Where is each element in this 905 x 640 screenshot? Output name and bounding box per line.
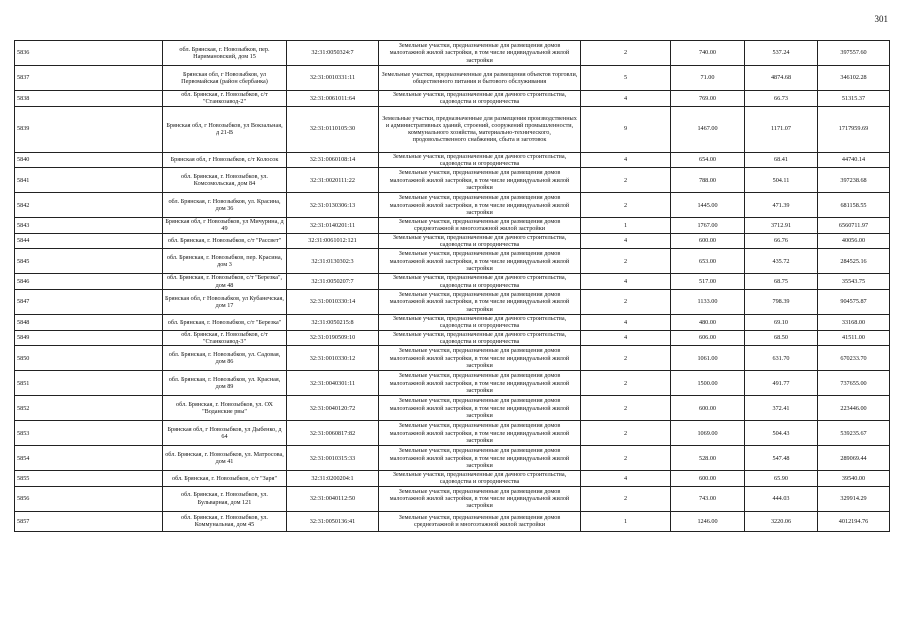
address-cell: обл. Брянская, г. Новозыбков, ул. Красина, дом 36: [163, 193, 287, 218]
specific-value-cell: 1171.07: [745, 106, 818, 152]
permitted-use-cell: Земельные участки, предназначенные для размещения домов среднеэтажной и многоэтажной жилой застройки: [379, 511, 581, 531]
cadastral-value-cell: 39540.00: [818, 471, 890, 487]
address-cell: Брянская обл, г Новозыбков, ул Вокзальная, д 21-В: [163, 106, 287, 152]
cadastral-value-cell: 40056.00: [818, 233, 890, 249]
area-cell: 1767.00: [671, 218, 745, 234]
use-group-cell: 1: [581, 511, 671, 531]
cadastral-value-cell: 44740.14: [818, 152, 890, 168]
row-number-cell: 5846: [15, 274, 163, 290]
cadastral-value-cell: 346102.28: [818, 66, 890, 91]
area-cell: 606.00: [671, 330, 745, 346]
cadastral-number-cell: 32:31:0061011:64: [287, 91, 379, 107]
cadastral-number-cell: 32:31:0200204:1: [287, 471, 379, 487]
row-number-cell: 5841: [15, 168, 163, 193]
row-number-cell: 5837: [15, 66, 163, 91]
use-group-cell: 2: [581, 396, 671, 421]
area-cell: 517.00: [671, 274, 745, 290]
row-number-cell: 5854: [15, 446, 163, 471]
area-cell: 1445.00: [671, 193, 745, 218]
table-row: [15, 233, 890, 249]
table-row: [15, 274, 890, 290]
area-cell: 71.00: [671, 66, 745, 91]
table-row: [15, 168, 890, 193]
permitted-use-cell: Земельные участки, предназначенные для размещения домов малоэтажной жилой застройки, в том числе индивидуальной жилой застройки: [379, 193, 581, 218]
permitted-use-cell: Земельные участки, предназначенные для размещения домов малоэтажной жилой застройки, в том числе индивидуальной жилой застройки: [379, 486, 581, 511]
row-number-cell: 5856: [15, 486, 163, 511]
use-group-cell: 2: [581, 249, 671, 274]
area-cell: 480.00: [671, 314, 745, 330]
cadastral-value-cell: 397557.60: [818, 41, 890, 66]
area-cell: 528.00: [671, 446, 745, 471]
specific-value-cell: 65.90: [745, 471, 818, 487]
use-group-cell: 4: [581, 471, 671, 487]
row-number-cell: 5855: [15, 471, 163, 487]
address-cell: обл. Брянская, г. Новозыбков, ул. Комсомольская, дом 84: [163, 168, 287, 193]
row-number-cell: 5852: [15, 396, 163, 421]
specific-value-cell: 68.50: [745, 330, 818, 346]
permitted-use-cell: Земельные участки, предназначенные для дачного строительства, садоводства и огородничества: [379, 91, 581, 107]
permitted-use-cell: Земельные участки, предназначенные для дачного строительства, садоводства и огородничества: [379, 330, 581, 346]
area-cell: 1246.00: [671, 511, 745, 531]
permitted-use-cell: Земельные участки, предназначенные для размещения домов малоэтажной жилой застройки, в том числе индивидуальной жилой застройки: [379, 421, 581, 446]
address-cell: обл. Брянская, г. Новозыбков, с/т "Станкозавод-3": [163, 330, 287, 346]
area-cell: 788.00: [671, 168, 745, 193]
cadastral-number-cell: 32:31:0061012:121: [287, 233, 379, 249]
address-cell: Брянская обл, г Новозыбков, ул Кубанечская, дом 17: [163, 289, 287, 314]
specific-value-cell: 66.76: [745, 233, 818, 249]
use-group-cell: 1: [581, 218, 671, 234]
specific-value-cell: 3712.91: [745, 218, 818, 234]
area-cell: 600.00: [671, 233, 745, 249]
row-number-cell: 5845: [15, 249, 163, 274]
cadastral-value-cell: 670233.70: [818, 346, 890, 371]
table-row: [15, 486, 890, 511]
cadastral-number-cell: 32:31:0040301:11: [287, 371, 379, 396]
table-row: [15, 106, 890, 152]
cadastral-value-cell: 51315.37: [818, 91, 890, 107]
use-group-cell: 5: [581, 66, 671, 91]
address-cell: Брянская обл, г Новозыбков, ул Дыбенко, д 64: [163, 421, 287, 446]
table-body: [15, 41, 890, 532]
row-number-cell: 5839: [15, 106, 163, 152]
area-cell: 600.00: [671, 396, 745, 421]
table-row: [15, 396, 890, 421]
specific-value-cell: 66.73: [745, 91, 818, 107]
area-cell: 654.00: [671, 152, 745, 168]
cadastral-value-table: [14, 40, 890, 532]
row-number-cell: 5848: [15, 314, 163, 330]
address-cell: обл. Брянская, г. Новозыбков, с/т "Рассвет": [163, 233, 287, 249]
specific-value-cell: 537.24: [745, 41, 818, 66]
address-cell: обл. Брянская, г. Новозыбков, ул. Бульварная, дом 121: [163, 486, 287, 511]
address-cell: Брянская обл, г Новозыбков, с/т Колосок: [163, 152, 287, 168]
table-row: [15, 91, 890, 107]
specific-value-cell: 491.77: [745, 371, 818, 396]
specific-value-cell: 372.41: [745, 396, 818, 421]
use-group-cell: 4: [581, 314, 671, 330]
cadastral-value-cell: 289069.44: [818, 446, 890, 471]
area-cell: 740.00: [671, 41, 745, 66]
table-row: [15, 371, 890, 396]
address-cell: обл. Брянская, г. Новозыбков, с/т "Заря": [163, 471, 287, 487]
permitted-use-cell: Земельные участки, предназначенные для размещения домов малоэтажной жилой застройки, в том числе индивидуальной жилой застройки: [379, 371, 581, 396]
cadastral-number-cell: 32:31:0140201:11: [287, 218, 379, 234]
row-number-cell: 5836: [15, 41, 163, 66]
permitted-use-cell: Земельные участки, предназначенные для размещения домов малоэтажной жилой застройки, в том числе индивидуальной жилой застройки: [379, 289, 581, 314]
cadastral-value-cell: 33168.00: [818, 314, 890, 330]
use-group-cell: 2: [581, 41, 671, 66]
cadastral-number-cell: 32:31:0110105:30: [287, 106, 379, 152]
specific-value-cell: 471.39: [745, 193, 818, 218]
specific-value-cell: 3220.06: [745, 511, 818, 531]
permitted-use-cell: Земельные участки, предназначенные для размещения домов малоэтажной жилой застройки, в том числе индивидуальной жилой застройки: [379, 396, 581, 421]
cadastral-number-cell: 32:31:0130302:3: [287, 249, 379, 274]
permitted-use-cell: Земельные участки, предназначенные для размещения домов малоэтажной жилой застройки, в том числе индивидуальной жилой застройки: [379, 41, 581, 66]
cadastral-value-cell: 737655.00: [818, 371, 890, 396]
table-row: [15, 471, 890, 487]
address-cell: обл. Брянская, г. Новозыбков, ул. Садовая, дом 86: [163, 346, 287, 371]
cadastral-number-cell: 32:31:0050136:41: [287, 511, 379, 531]
row-number-cell: 5849: [15, 330, 163, 346]
row-number-cell: 5842: [15, 193, 163, 218]
cadastral-value-cell: 397238.68: [818, 168, 890, 193]
cadastral-number-cell: 32:31:0010331:11: [287, 66, 379, 91]
use-group-cell: 2: [581, 371, 671, 396]
specific-value-cell: 547.48: [745, 446, 818, 471]
use-group-cell: 2: [581, 193, 671, 218]
address-cell: обл. Брянская, г. Новозыбков, с/т "Станкозавод-2": [163, 91, 287, 107]
area-cell: 1467.00: [671, 106, 745, 152]
area-cell: 653.00: [671, 249, 745, 274]
area-cell: 1061.00: [671, 346, 745, 371]
table-row: [15, 421, 890, 446]
cadastral-value-cell: 1717959.69: [818, 106, 890, 152]
cadastral-value-cell: 223446.00: [818, 396, 890, 421]
specific-value-cell: 68.41: [745, 152, 818, 168]
address-cell: обл. Брянская, г. Новозыбков, с/т "Березка": [163, 314, 287, 330]
cadastral-value-cell: 35543.75: [818, 274, 890, 290]
cadastral-value-cell: 41511.00: [818, 330, 890, 346]
address-cell: Брянская обл, г Новозыбков, ул Мичурина, д 49: [163, 218, 287, 234]
cadastral-number-cell: 32:31:0040120:72: [287, 396, 379, 421]
use-group-cell: 2: [581, 446, 671, 471]
area-cell: 1069.00: [671, 421, 745, 446]
row-number-cell: 5857: [15, 511, 163, 531]
permitted-use-cell: Земельные участки, предназначенные для дачного строительства, садоводства и огородничества: [379, 471, 581, 487]
specific-value-cell: 444.03: [745, 486, 818, 511]
table-row: [15, 41, 890, 66]
row-number-cell: 5851: [15, 371, 163, 396]
use-group-cell: 2: [581, 421, 671, 446]
table-row: [15, 66, 890, 91]
specific-value-cell: 68.75: [745, 274, 818, 290]
row-number-cell: 5850: [15, 346, 163, 371]
specific-value-cell: 435.72: [745, 249, 818, 274]
specific-value-cell: 504.43: [745, 421, 818, 446]
specific-value-cell: 69.10: [745, 314, 818, 330]
address-cell: обл. Брянская, г. Новозыбков, ул. ОХ "Воданские рвы": [163, 396, 287, 421]
area-cell: 743.00: [671, 486, 745, 511]
use-group-cell: 4: [581, 330, 671, 346]
permitted-use-cell: Земельные участки, предназначенные для размещения производственных и административных зданий, строений, сооружений промышленности, коммунального хозяйства, материально-технического, продовольственного снабжения, сбыта и заготовок: [379, 106, 581, 152]
permitted-use-cell: Земельные участки, предназначенные для размещения домов малоэтажной жилой застройки, в том числе индивидуальной жилой застройки: [379, 249, 581, 274]
cadastral-value-cell: 539235.67: [818, 421, 890, 446]
address-cell: обл. Брянская, г. Новозыбков, пер. Красина, дом 3: [163, 249, 287, 274]
table-row: [15, 511, 890, 531]
cadastral-value-cell: 4012194.76: [818, 511, 890, 531]
cadastral-value-cell: 329914.29: [818, 486, 890, 511]
row-number-cell: 5847: [15, 289, 163, 314]
use-group-cell: 2: [581, 289, 671, 314]
use-group-cell: 4: [581, 274, 671, 290]
permitted-use-cell: Земельные участки, предназначенные для дачного строительства, садоводства и огородничества: [379, 274, 581, 290]
row-number-cell: 5838: [15, 91, 163, 107]
area-cell: 1500.00: [671, 371, 745, 396]
permitted-use-cell: Земельные участки, предназначенные для размещения домов малоэтажной жилой застройки, в том числе индивидуальной жилой застройки: [379, 446, 581, 471]
permitted-use-cell: Земельные участки, предназначенные для размещения объектов торговли, общественного питания и бытового обслуживания: [379, 66, 581, 91]
table-row: [15, 346, 890, 371]
specific-value-cell: 504.11: [745, 168, 818, 193]
cadastral-number-cell: 32:31:0050324:7: [287, 41, 379, 66]
table-row: [15, 446, 890, 471]
address-cell: обл. Брянская, г. Новозыбков, ул. Коммунальная, дом 45: [163, 511, 287, 531]
table-row: [15, 218, 890, 234]
permitted-use-cell: Земельные участки, предназначенные для размещения домов малоэтажной жилой застройки, в том числе индивидуальной жилой застройки: [379, 346, 581, 371]
cadastral-number-cell: 32:31:0010315:33: [287, 446, 379, 471]
use-group-cell: 2: [581, 168, 671, 193]
table-row: [15, 193, 890, 218]
use-group-cell: 2: [581, 486, 671, 511]
cadastral-value-cell: 6560711.97: [818, 218, 890, 234]
table-row: [15, 314, 890, 330]
specific-value-cell: 631.70: [745, 346, 818, 371]
table-row: [15, 289, 890, 314]
cadastral-number-cell: 32:31:0060108:14: [287, 152, 379, 168]
use-group-cell: 9: [581, 106, 671, 152]
permitted-use-cell: Земельные участки, предназначенные для размещения домов малоэтажной жилой застройки, в том числе индивидуальной жилой застройки: [379, 168, 581, 193]
area-cell: 600.00: [671, 471, 745, 487]
row-number-cell: 5843: [15, 218, 163, 234]
row-number-cell: 5844: [15, 233, 163, 249]
page-number: 301: [874, 14, 888, 24]
use-group-cell: 2: [581, 346, 671, 371]
cadastral-number-cell: 32:31:0060817:82: [287, 421, 379, 446]
address-cell: Брянская обл, г Новозыбков, ул Первомайская (район сбербанка): [163, 66, 287, 91]
specific-value-cell: 798.39: [745, 289, 818, 314]
cadastral-value-cell: 284525.16: [818, 249, 890, 274]
cadastral-number-cell: 32:31:0010330:12: [287, 346, 379, 371]
cadastral-value-cell: 904575.87: [818, 289, 890, 314]
permitted-use-cell: Земельные участки, предназначенные для дачного строительства, садоводства и огородничества: [379, 152, 581, 168]
cadastral-number-cell: 32:31:0040112:50: [287, 486, 379, 511]
permitted-use-cell: Земельные участки, предназначенные для дачного строительства, садоводства и огородничества: [379, 233, 581, 249]
address-cell: обл. Брянская, г. Новозыбков, пер. Наримановский, дом 15: [163, 41, 287, 66]
cadastral-number-cell: 32:31:0050215:8: [287, 314, 379, 330]
use-group-cell: 4: [581, 152, 671, 168]
area-cell: 769.00: [671, 91, 745, 107]
cadastral-number-cell: 32:31:0010330:14: [287, 289, 379, 314]
use-group-cell: 4: [581, 233, 671, 249]
use-group-cell: 4: [581, 91, 671, 107]
address-cell: обл. Брянская, г. Новозыбков, с/т "Березка", дом 48: [163, 274, 287, 290]
permitted-use-cell: Земельные участки, предназначенные для дачного строительства, садоводства и огородничества: [379, 314, 581, 330]
table-row: [15, 249, 890, 274]
table-row: [15, 152, 890, 168]
cadastral-number-cell: 32:31:0130306:13: [287, 193, 379, 218]
cadastral-value-cell: 681158.55: [818, 193, 890, 218]
row-number-cell: 5853: [15, 421, 163, 446]
cadastral-number-cell: 32:31:0050207:7: [287, 274, 379, 290]
cadastral-number-cell: 32:31:0020111:22: [287, 168, 379, 193]
row-number-cell: 5840: [15, 152, 163, 168]
address-cell: обл. Брянская, г. Новозыбков, ул. Матросова, дом 41: [163, 446, 287, 471]
area-cell: 1133.00: [671, 289, 745, 314]
address-cell: обл. Брянская, г. Новозыбков, ул. Красная, дом 89: [163, 371, 287, 396]
specific-value-cell: 4874.68: [745, 66, 818, 91]
cadastral-number-cell: 32:31:0190509:10: [287, 330, 379, 346]
permitted-use-cell: Земельные участки, предназначенные для размещения домов среднеэтажной и многоэтажной жилой застройки: [379, 218, 581, 234]
table-row: [15, 330, 890, 346]
